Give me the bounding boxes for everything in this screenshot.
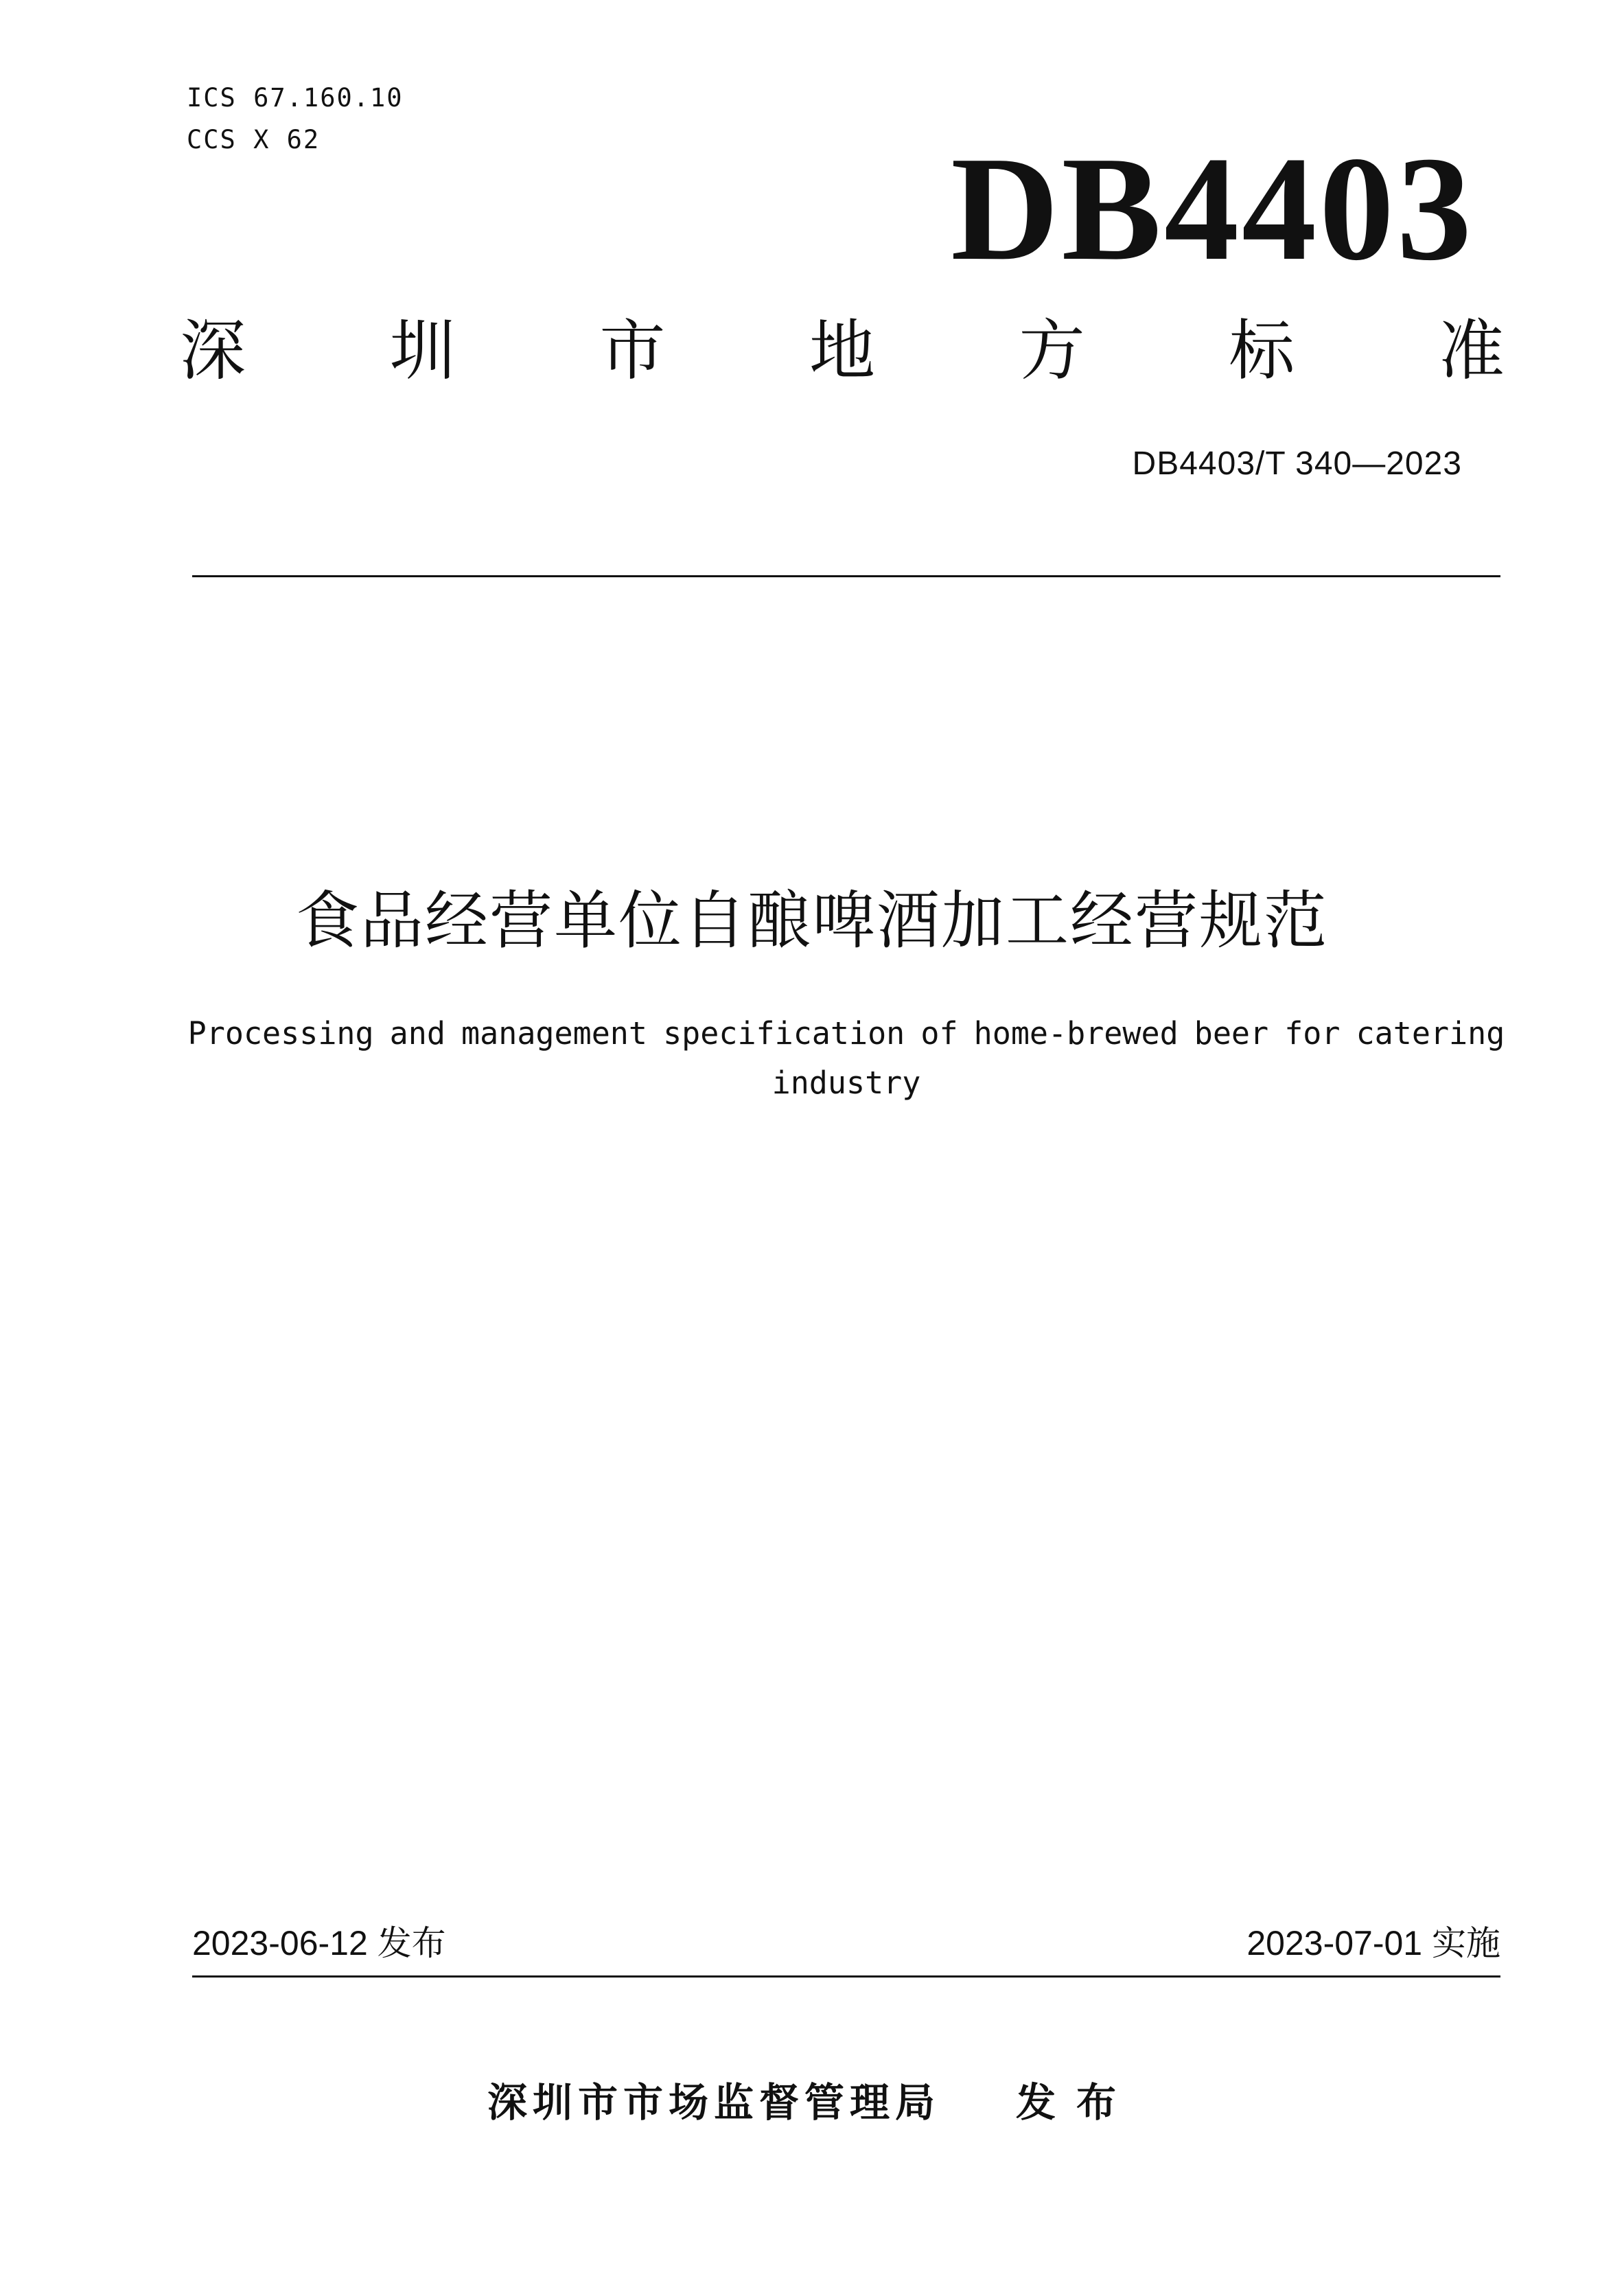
standard-type-char: 方 — [1019, 312, 1085, 389]
ccs-code: CCS X 62 — [187, 125, 321, 154]
standard-type-char: 地 — [809, 312, 875, 389]
publish-action: 发布 — [1016, 2079, 1137, 2126]
english-title-line-1: Processing and management specification of home-brewed beer for catering — [187, 1015, 1505, 1052]
document-title-chinese: 食品经营单位自酿啤酒加工经营规范 — [295, 884, 1328, 958]
standard-type-heading — [180, 312, 1505, 389]
header-divider — [192, 575, 1500, 577]
standard-number: DB4403/T 340—2023 — [1132, 445, 1462, 482]
standard-type-char: 市 — [599, 312, 666, 389]
standard-prefix-logo: DB4403 — [951, 126, 1474, 292]
footer-divider — [192, 1975, 1500, 1978]
standard-type-char: 深 — [180, 312, 246, 389]
standard-type-char: 圳 — [389, 312, 456, 389]
document-title-english — [172, 1009, 1521, 1108]
ics-code: ICS 67.160.10 — [187, 83, 404, 113]
implementation-date: 2023-07-01 实施 — [1246, 1924, 1500, 1962]
standard-type-char: 标 — [1229, 312, 1295, 389]
publisher-name: 深圳市市场监督管理局 — [487, 2079, 940, 2126]
english-title-line-2: industry — [772, 1065, 921, 1101]
issue-date: 2023-06-12 发布 — [192, 1924, 446, 1962]
standard-type-char: 准 — [1438, 312, 1505, 389]
publisher-line — [0, 2079, 1624, 2126]
